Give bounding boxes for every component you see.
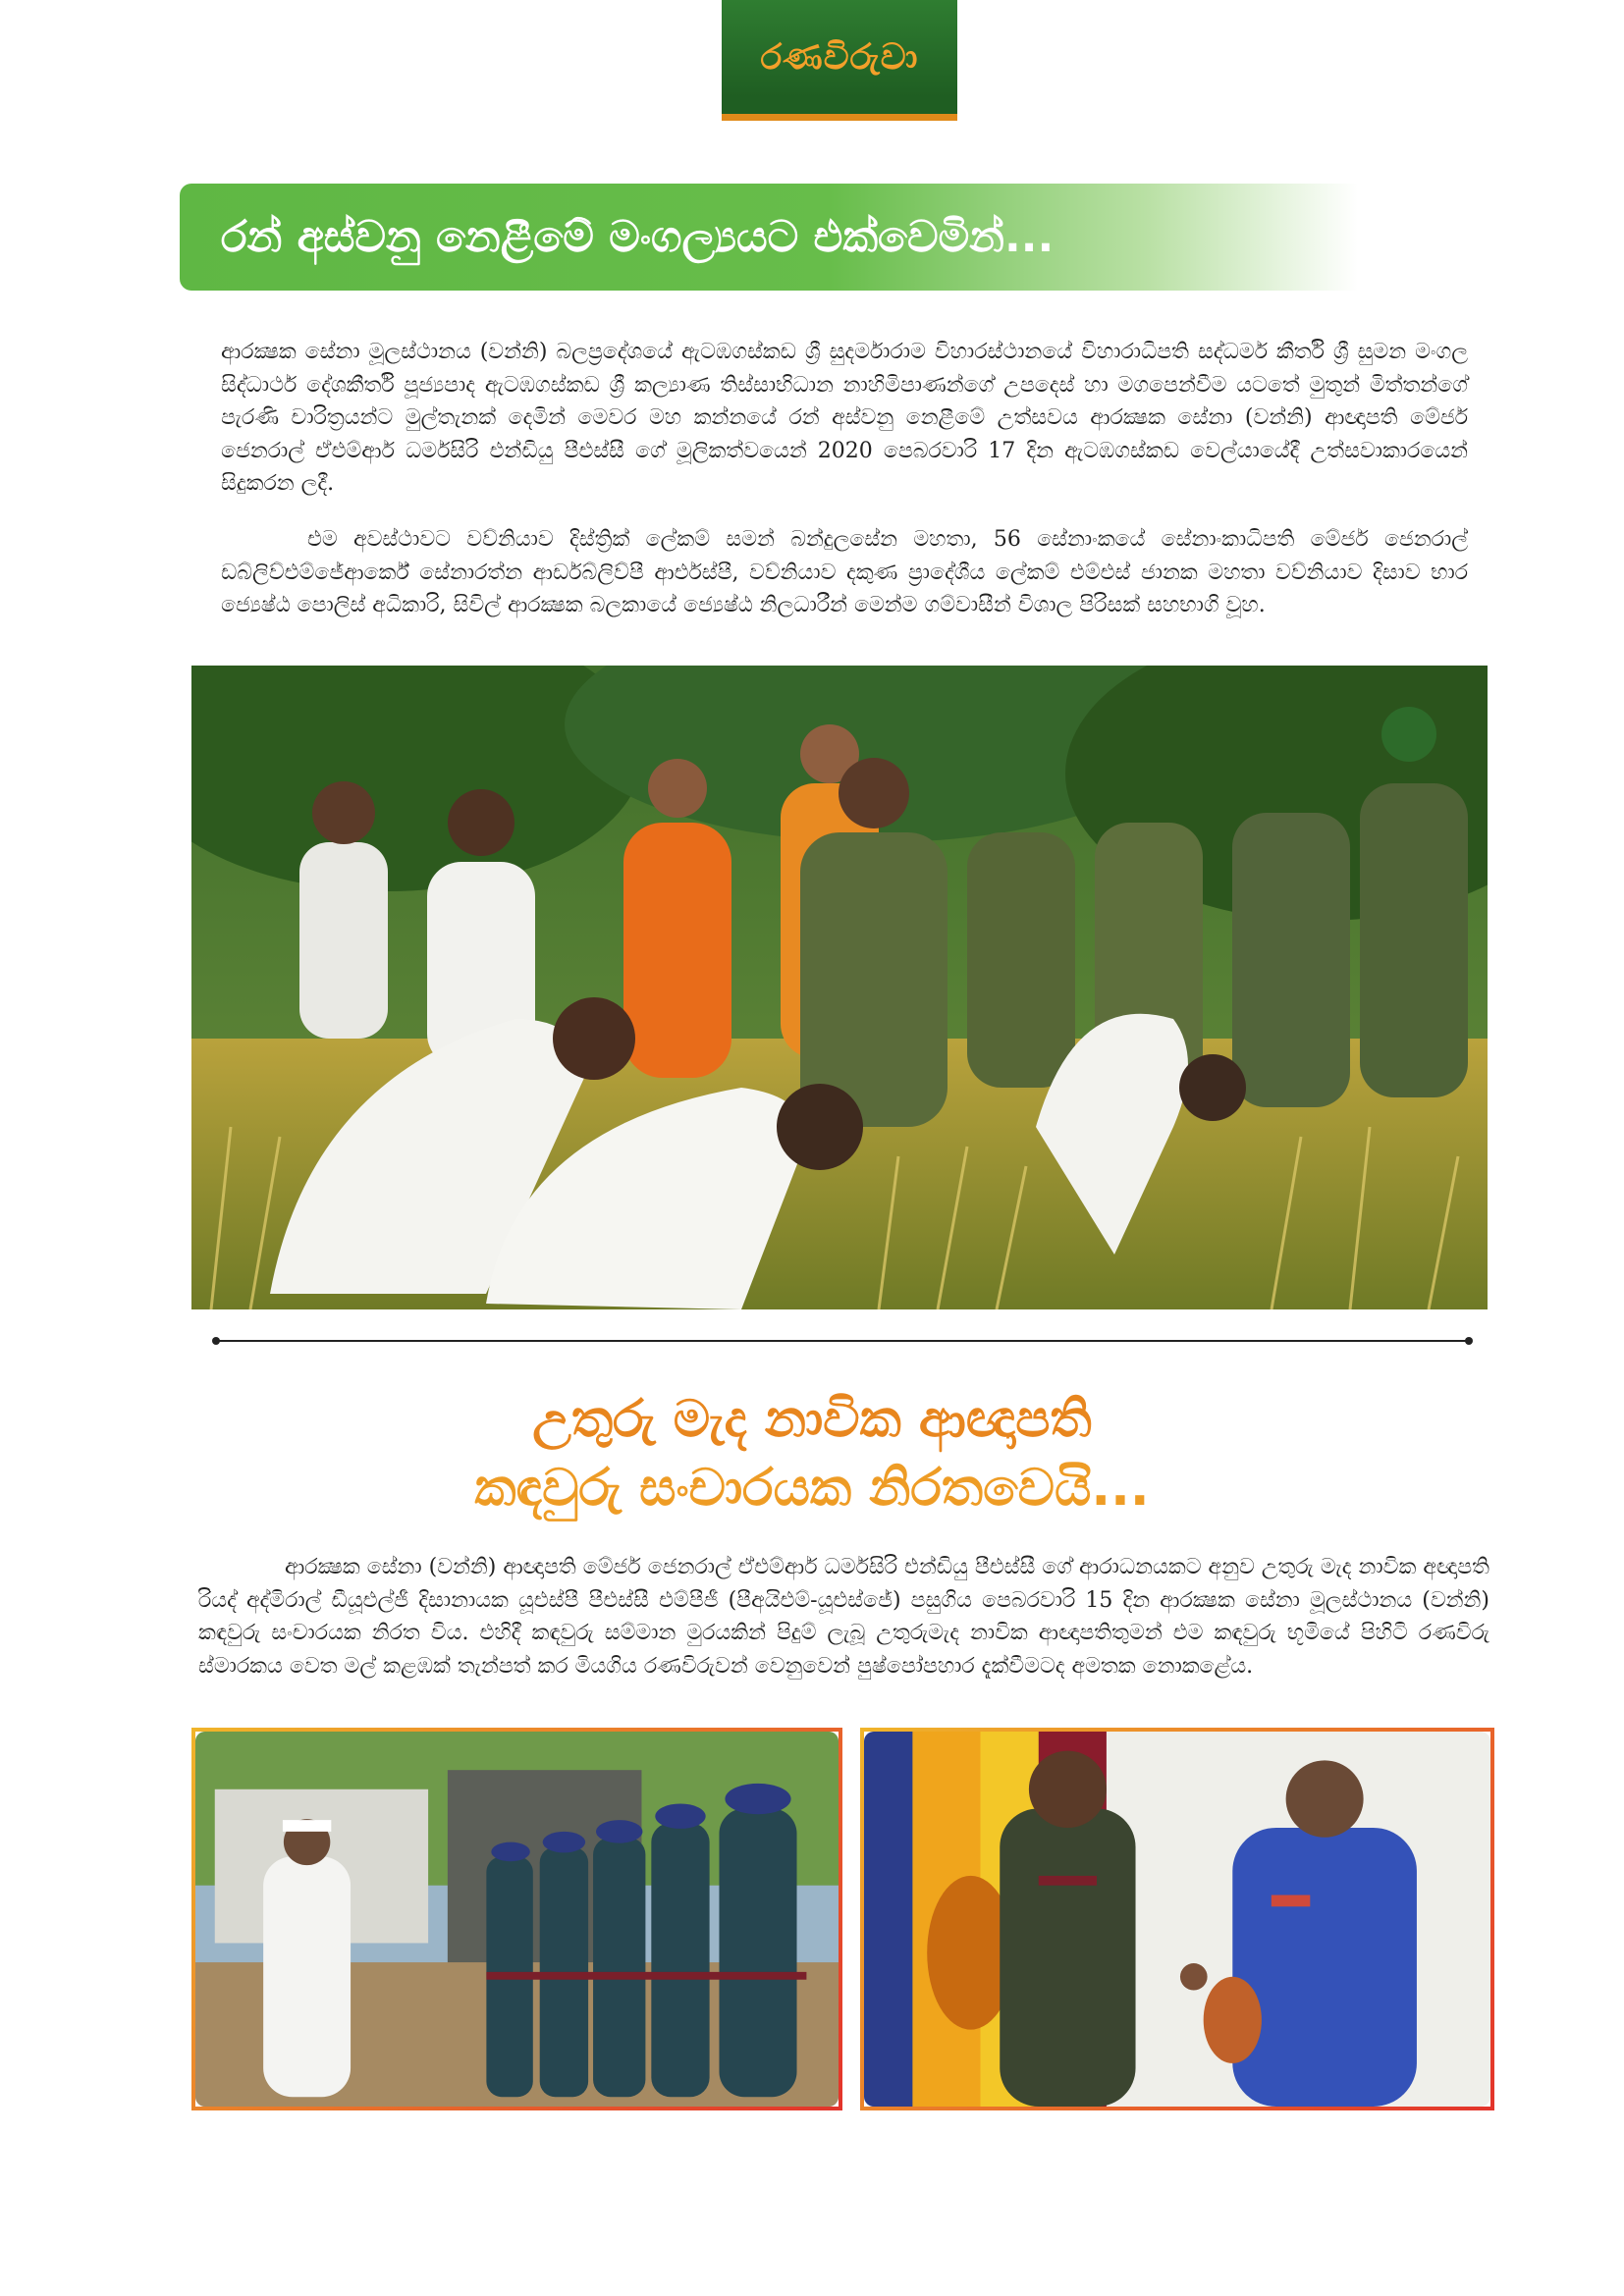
harvest-ceremony-photo xyxy=(191,666,1488,1309)
masthead-logo xyxy=(722,0,957,121)
article1-paragraph-1: ආරක්‍ෂක සේනා මූලස්ථානය (වන්නි) බලප්‍රදේශයේ ඇටඹගස්කඩ ශ්‍රී සුදර්මාරාම විහාරස්ථානයේ විහාරාධිපති සද්ධර්ම කීර්ති ශ්‍රී සුමන මංගල සිද්ධාර්ථ දේශකීර්ති පූජ්‍යපාද ඇටඹගස්කඩ ශ්‍රී කල්‍යාණ තිස්සාභිධාන නාහිමිපාණන්ගේ උපදෙස් හා මගපෙන්වීම යටතේ මුතුන් මිත්තන්ගේ පැරණි චාරිත්‍රයන්ට මුල්තැනක් දෙමින් මෙවර මහ කන්නයේ රන් අස්වනු නෙළීමේ උත්සවය ආරක්‍ෂක සේනා (වන්නි) ආඥාපති මේජර් ජෙනරාල් ඒඑම්ආර් ධර්මසිරි එන්ඩියු පීඑස්සී ගේ මූලිකත්වයෙන් 2020 පෙබරවාරි 17 දින ඇටඹගස්කඩ වෙල්යායේදී උත්සවාකාරයෙන් සිදුකරන ලදී. xyxy=(221,340,1468,496)
article1-title-banner xyxy=(180,184,1358,291)
guard-of-honour-photo xyxy=(191,1728,842,2110)
article2-title-line2: කඳවුරු සංචාරයක නිරතවෙයි... xyxy=(474,1459,1150,1518)
handshake-photo xyxy=(860,1728,1494,2110)
article1-title: රන් අස්වනු නෙළීමේ මංගල්‍යයට එක්වෙමින්... xyxy=(221,212,1055,262)
article2-paragraph: ආරක්‍ෂක සේනා (වන්නි) ආඥාපති මේජර් ජෙනරාල් ඒඑම්ආර් ධර්මසිරි එන්ඩියු පීඑස්සී ගේ ආරාධනයකට අනුව උතුරු මැද නාවික අඥාපති රියද් අද්මිරාල් ඩීයූඑල්ජී දිසානායක යූඑස්පී පීඑස්සී එම්පීජී (පීඅයිඑම්-යූඑස්ජේ) පසුගිය පෙබරවාරි 15 දින ආරක්‍ෂක සේනා මූලස්ථානය (වන්නි) කඳවුරු සංචාරයක නිරත විය. එහිදී කඳවුරු සම්මාන මුරයකින් පිදුම් ලැබූ උතුරුමැද නාවික ආඥාපතිතුමන් එම කඳවුරු භූමියේ පිහිටි රණවිරු ස්මාරකය වෙත මල් කළඹක් තැන්පත් කර මියගිය රණවිරුවන් වෙනුවෙන් පුෂ්පෝපහාර දැක්වීමටද අමතක නොකළේය. xyxy=(198,1555,1489,1679)
article1-paragraph-2: එම අවස්ථාවට වව්නියාව දිස්ත්‍රික් ලේකම් සමන් බන්දුලසේන මහතා, 56 සේනාංකයේ සේනාංකාධිපති මේජර් ජෙනරාල් ඩබ්ලිව්එම්ජේආර්කේ සේනාරත්න ආර්ඩබ්ලිව්පී ආර්එස්පී, වව්නියාව දකුණ ප්‍රාදේශීය ලේකම් එම්එස් ජානක මහතා වව්නියාව දිසාව භාර ජ්‍යෙෂ්ඨ පොලිස් අධිකාරි, සිවිල් ආරක්‍ෂක බලකායේ ජ්‍යෙෂ්ඨ නිලධාරීන් මෙන්ම ගම්වාසීන් විශාල පිරිසක් සහභාගි වූහ. xyxy=(221,527,1468,617)
masthead-title: රණවිරුවා xyxy=(760,35,919,78)
article2-title-line1: උතුරු මැද නාවික ආඥාපති xyxy=(532,1390,1092,1449)
section-divider xyxy=(216,1340,1469,1342)
